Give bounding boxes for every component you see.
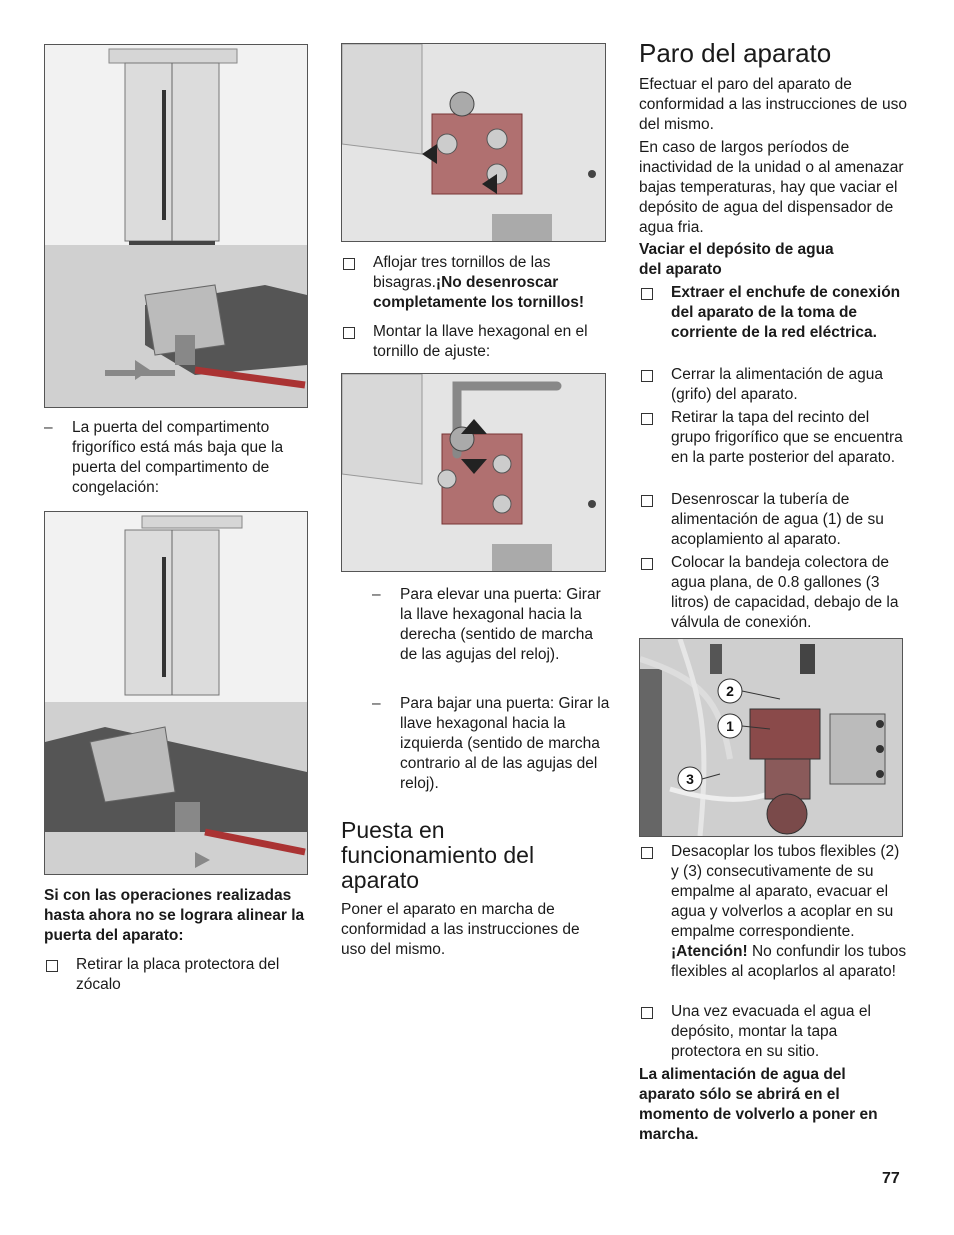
dash-marker: – xyxy=(44,419,53,436)
bullet-unplug xyxy=(639,283,907,343)
stop-paragraph-1: Efectuar el paro del aparato de conformidad a las instrucciones de uso del mismo. xyxy=(639,76,907,133)
dash-lower-door xyxy=(372,694,612,794)
dash-marker: – xyxy=(372,695,381,712)
bullet-text-bold: ¡No desenroscar completamente los tornillos! xyxy=(373,274,585,311)
figure-hinge-screws xyxy=(341,43,606,242)
hinge-illustration-2 xyxy=(342,374,605,571)
fridge-illustration-2 xyxy=(45,512,307,874)
figure-water-valve xyxy=(639,638,903,837)
bullet-text-tail: No confundir los tubos flexibles al acoplarlos al aparato! xyxy=(671,943,907,980)
checkbox-icon xyxy=(641,370,653,382)
bullet-detach-hoses xyxy=(639,842,911,982)
bullet-text-normal: Aflojar tres tornillos de las bisagras. xyxy=(373,254,551,291)
dash-item-text: La puerta del compartimento frigorífico está más baja que la puerta del compartimento de congelación: xyxy=(72,419,284,496)
bullet-text: Montar la llave hexagonal en el tornillo de ajuste: xyxy=(373,323,588,360)
bullet-text: Una vez evacuada el agua el depósito, montar la tapa protectora en su sitio. xyxy=(671,1003,871,1060)
bullet-refit-cover xyxy=(639,1002,907,1062)
checkbox-icon xyxy=(641,1007,653,1019)
bullet-text-normal: Desacoplar los tubos flexibles (2) y (3) consecutivamente de su empalme al aparato, evacuar el agua y volverlos a acoplar en su empalme correspondiente. xyxy=(671,843,900,940)
bullet-close-water xyxy=(639,365,907,405)
checkbox-icon xyxy=(343,258,355,270)
checkbox-icon xyxy=(46,960,58,972)
section-heading-stop: Paro del aparato xyxy=(639,38,832,68)
section-heading-start: Puesta en funcionamiento del aparato xyxy=(341,817,535,893)
page-number: 77 xyxy=(882,1170,900,1187)
dash-text: Para elevar una puerta: Girar la llave hexagonal hacia la derecha (sentido de marcha de las agujas del reloj). xyxy=(400,586,601,663)
bullet-text: Cerrar la alimentación de agua (grifo) del aparato. xyxy=(671,366,883,403)
bullet-text: Retirar la placa protectora del zócalo xyxy=(76,956,280,993)
checkbox-icon xyxy=(641,495,653,507)
bullet-unscrew-pipe xyxy=(639,490,907,550)
bullet-text: Colocar la bandeja colectora de agua plana, de 0.8 gallones (3 litros) de capacidad, debajo de la válvula de conexión. xyxy=(671,554,899,631)
start-paragraph: Poner el aparato en marcha de conformidad a las instrucciones de uso del mismo. xyxy=(341,901,580,958)
checkbox-icon xyxy=(641,558,653,570)
figure-fridge-top-step2 xyxy=(44,511,308,875)
dash-text: Para bajar una puerta: Girar la llave hexagonal hacia la izquierda (sentido de marcha contrario al de las agujas del reloj). xyxy=(400,695,610,792)
bullet-place-tray xyxy=(639,553,907,633)
callout-label-3: 3 xyxy=(686,771,694,787)
bullet-mount-hex-key xyxy=(341,322,607,362)
fridge-illustration-1 xyxy=(45,45,307,407)
checkbox-icon xyxy=(641,288,653,300)
stop-paragraph-2: En caso de largos períodos de inactividad de la unidad o al amenazar bajas temperaturas, hay que vaciar el depósito de agua del dispensador de agua fria. xyxy=(639,139,904,236)
checkbox-icon xyxy=(641,413,653,425)
figure-fridge-top-step1 xyxy=(44,44,308,408)
bullet-remove-plate xyxy=(44,955,306,995)
dash-item-fridge-door-lower xyxy=(44,418,306,498)
callout-label-1: 1 xyxy=(726,718,734,734)
bullet-text: Extraer el enchufe de conexión del aparato de la toma de corriente de la red eléctrica. xyxy=(671,284,901,341)
bullet-remove-cover xyxy=(639,408,907,468)
callout-label-2: 2 xyxy=(726,683,734,699)
hinge-illustration-1 xyxy=(342,44,605,241)
bold-instruction: Si con las operaciones realizadas hasta ahora no se lograra alinear la puerta del aparato: xyxy=(44,887,305,944)
checkbox-icon xyxy=(641,847,653,859)
bullet-text xyxy=(671,842,911,982)
subheading-empty-tank: Vaciar el depósito de agua del aparato xyxy=(639,241,834,278)
dash-raise-door xyxy=(372,585,612,665)
checkbox-icon xyxy=(343,327,355,339)
figure-hex-key xyxy=(341,373,606,572)
final-note: La alimentación de agua del aparato sólo se abrirá en el momento de volverlo a poner en marcha. xyxy=(639,1066,878,1143)
bullet-text: Desenroscar la tubería de alimentación de agua (1) de su acoplamiento al aparato. xyxy=(671,491,884,548)
bullet-loosen-screws xyxy=(341,253,607,313)
bullet-text-bold: ¡Atención! xyxy=(671,943,748,960)
bullet-text xyxy=(373,253,607,313)
bullet-text: Retirar la tapa del recinto del grupo frigorífico que se encuentra en la parte posterior del aparato. xyxy=(671,409,903,466)
valve-illustration xyxy=(640,639,902,836)
dash-marker: – xyxy=(372,586,381,603)
